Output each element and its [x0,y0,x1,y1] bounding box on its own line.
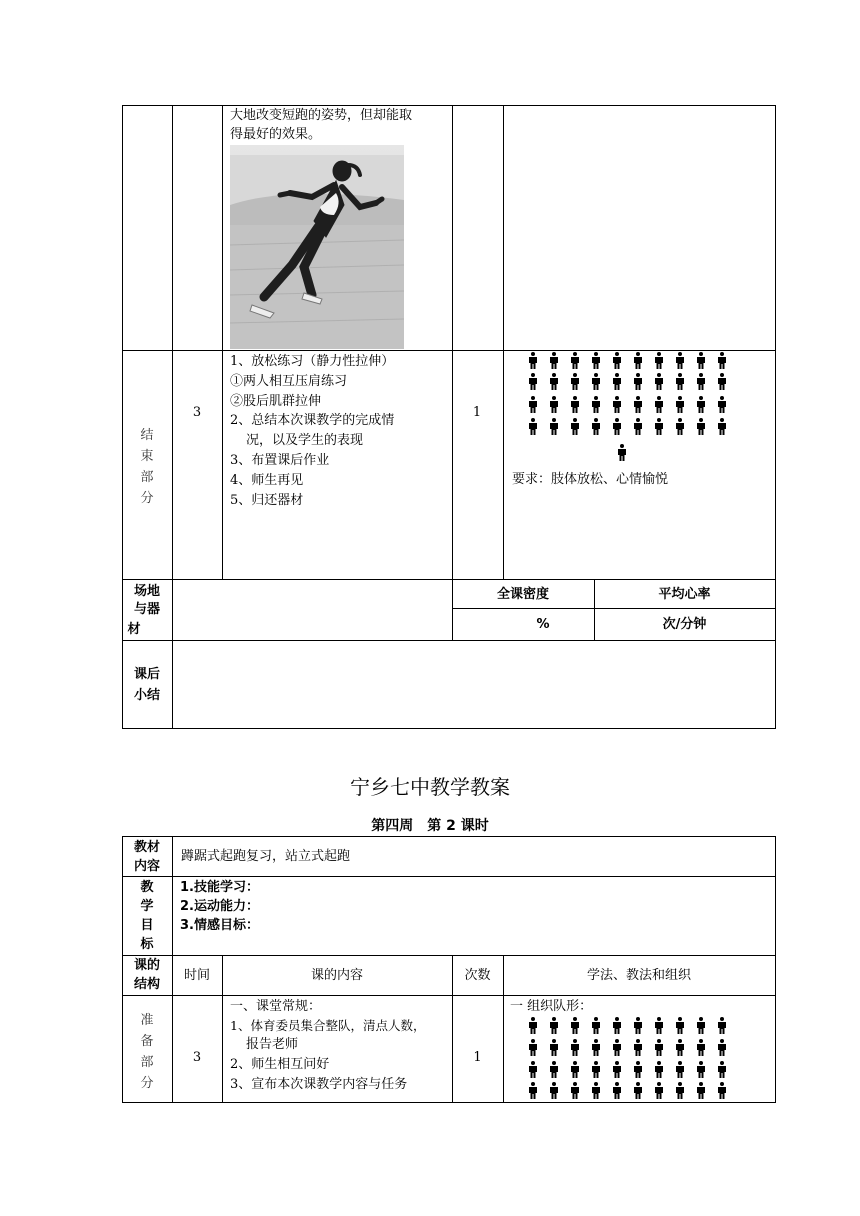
student-figure-icon [632,1061,644,1078]
student-figure-icon [611,1061,623,1078]
prep-label-4: 分 [140,1076,154,1091]
student-figure-icon [674,1039,686,1056]
student-figure-icon [590,418,602,435]
header-content: 课的内容 [310,968,363,983]
student-figure-icon [674,373,686,390]
goal-label-1: 教 [140,880,154,895]
student-figure-icon [569,396,581,413]
student-figure-icon [674,396,686,413]
material-value: 蹲踞式起跑复习，站立式起跑 [181,849,351,864]
material-label-2: 内容 [133,859,160,874]
student-figure-icon [695,1061,707,1078]
student-figure-icon [548,1039,560,1056]
ending-content-6: 3、布置课后作业 [230,453,330,468]
prep-content-4: 2、师生相互问好 [230,1057,330,1072]
student-figure-icon [527,1082,539,1099]
ending-label-3: 部 [140,470,154,485]
week-line: 第四周 第 2 课时 [371,818,489,834]
student-figure-icon [548,396,560,413]
photo-caption-line-1: 大地改变短跑的姿势，但却能取 [230,108,413,123]
student-figure-icon [716,396,728,413]
student-figure-icon [716,373,728,390]
student-figure-icon [548,1061,560,1078]
student-figure-icon [527,418,539,435]
student-figure-icon [548,352,560,369]
student-figure-icon [695,352,707,369]
student-figure-icon [716,1017,728,1034]
student-figure-icon [716,1039,728,1056]
student-figure-icon [527,352,539,369]
student-figure-icon [653,373,665,390]
ending-content-7: 4、师生再见 [230,473,304,488]
goal-label-3: 目 [140,918,154,933]
student-figure-icon [527,1061,539,1078]
summary-label-2: 小结 [133,688,160,703]
student-figure-icon [632,1082,644,1099]
student-figure-icon [569,373,581,390]
teacher-figure [616,444,628,461]
student-figure-icon [716,352,728,369]
student-figure-icon [653,352,665,369]
student-figure-icon [611,396,623,413]
summary-label-1: 课后 [133,667,160,682]
student-figure-icon [632,396,644,413]
student-figure-icon [674,418,686,435]
page-title: 宁乡七中教学教案 [350,775,510,799]
material-label-1: 教材 [133,840,160,855]
student-figure-icon [695,1039,707,1056]
venue-label-3: 材 [127,622,141,637]
ending-label-1: 结 [140,428,154,443]
ending-count: 1 [472,405,482,420]
student-figure-icon [653,1082,665,1099]
student-figure-icon [674,352,686,369]
photo-caption-line-2: 得最好的效果。 [230,127,322,142]
student-figure-icon [632,373,644,390]
student-figure-icon [590,396,602,413]
student-figure-icon [569,352,581,369]
student-figure-icon [653,1017,665,1034]
student-figure-icon [590,1061,602,1078]
density-value: % [536,617,550,632]
student-figure-icon [695,1082,707,1099]
student-figure-icon [590,1082,602,1099]
student-figure-icon [653,1039,665,1056]
student-figure-icon [653,1061,665,1078]
student-figure-icon [695,396,707,413]
goal-skill: 1.技能学习： [180,880,259,895]
student-figure-icon [569,1017,581,1034]
header-method: 学法、教法和组织 [586,968,691,983]
student-figure-icon [716,418,728,435]
student-figure-icon [674,1082,686,1099]
student-figure-icon [590,373,602,390]
student-figure-icon [695,418,707,435]
student-figure-icon [632,1039,644,1056]
sprinter-photo [230,145,404,349]
ending-content-2: ①两人相互压肩练习 [230,374,348,389]
heart-rate-value: 次/分钟 [662,617,707,632]
ending-label-2: 束 [140,449,154,464]
student-figure-icon [611,373,623,390]
student-figure-icon [590,1017,602,1034]
density-label: 全课密度 [496,587,549,602]
prep-content-3: 报告老师 [246,1037,299,1052]
student-figure-icon [611,1082,623,1099]
prep-time: 3 [192,1050,202,1065]
prep-content-2: 1、体育委员集合整队，清点人数， [230,1018,426,1033]
student-figure-icon [569,418,581,435]
student-figure-icon [548,418,560,435]
student-figure-icon [611,1039,623,1056]
student-figure-icon [569,1039,581,1056]
heart-rate-label: 平均心率 [658,587,711,602]
prep-label-1: 准 [140,1013,154,1028]
student-figure-icon [569,1082,581,1099]
student-figure-icon [653,418,665,435]
student-figure-icon [716,1061,728,1078]
student-figure-icon [548,373,560,390]
student-figure-icon [611,1017,623,1034]
prep-content-1: 一、课堂常规： [230,999,322,1014]
student-figure-icon [590,1039,602,1056]
student-figure-icon [590,352,602,369]
student-figure-icon [527,373,539,390]
goal-ability: 2.运动能力： [180,899,259,914]
header-structure-2: 结构 [133,977,160,992]
student-figure-icon [527,1017,539,1034]
venue-label-1: 场地 [133,584,160,599]
student-figure-icon [716,1082,728,1099]
ending-content-5: 况，以及学生的表现 [246,433,364,448]
prep-count: 1 [473,1050,482,1065]
student-figure-icon [632,1017,644,1034]
header-structure-1: 课的 [133,958,160,973]
ending-label-4: 分 [140,491,154,506]
prep-label-3: 部 [140,1055,154,1070]
student-figure-icon [611,352,623,369]
student-figure-icon [527,396,539,413]
ending-content-1: 1、放松练习（静力性拉伸） [230,354,395,369]
student-figure-icon [548,1082,560,1099]
header-count: 次数 [464,968,491,983]
student-figure-icon [674,1017,686,1034]
student-figure-icon [695,1017,707,1034]
goal-label-4: 标 [140,937,154,952]
ending-content-4: 2、总结本次课教学的完成情 [230,413,395,428]
student-figure-icon [695,373,707,390]
ending-time: 3 [192,405,202,420]
student-figure-icon [632,352,644,369]
prep-method-title: 一 组织队形： [510,999,593,1014]
student-figure-icon [611,418,623,435]
venue-label-2: 与器 [133,602,160,617]
ending-content-8: 5、归还器材 [230,493,304,508]
student-figure-icon [569,1061,581,1078]
ending-content-3: ②股后肌群拉伸 [230,394,322,409]
student-figure-icon [527,1039,539,1056]
prep-content-5: 3、宣布本次课教学内容与任务 [230,1077,408,1092]
prep-label-2: 备 [140,1034,154,1049]
header-time: 时间 [183,968,210,983]
student-figure-icon [548,1017,560,1034]
student-figure-icon [674,1061,686,1078]
goal-emotion: 3.情感目标： [180,918,259,933]
student-figure-icon [653,396,665,413]
student-figure-icon [632,418,644,435]
ending-requirement: 要求：肢体放松、心情愉悦 [512,472,669,487]
goal-label-2: 学 [140,899,154,914]
